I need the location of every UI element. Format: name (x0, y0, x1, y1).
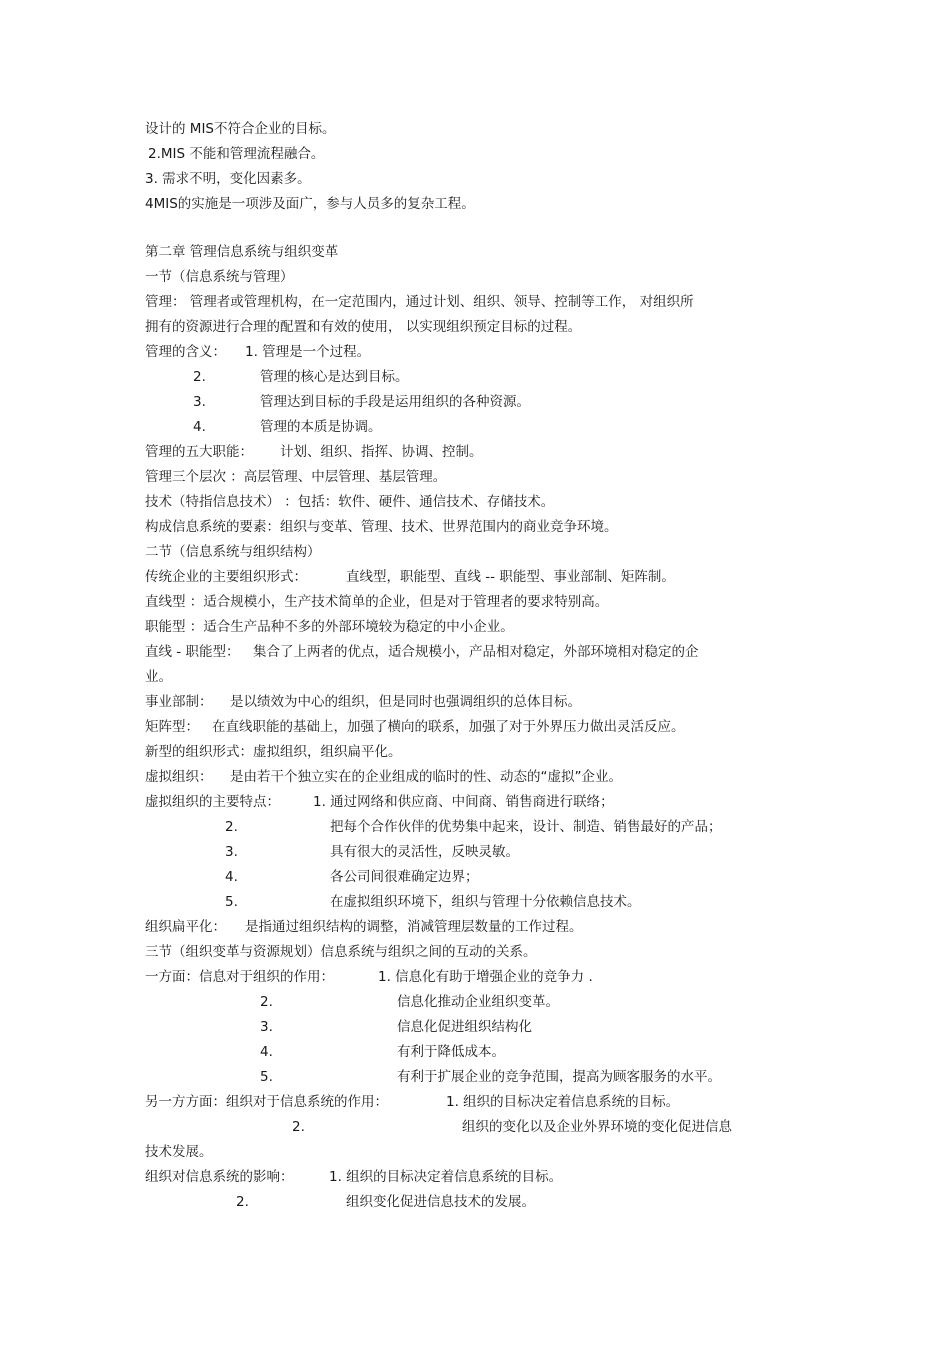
text-line-l15-part-0: 技术（特指信息技术） ：包括：软件、硬件、通信技术、存储技术。 (145, 494, 555, 510)
text-line-l19-part-0: 直线型 ：适合规模小，生产技术简单的企业，但是对于管理者的要求特别高。 (145, 594, 609, 610)
text-line-l11-part-0: 3. (193, 394, 206, 410)
text-line-l36-part-0: 3. (260, 1019, 273, 1035)
text-line-l16-part-0: 构成信息系统的要素：组织与变革、管理、技术、世界范围内的商业竞争环境。 (145, 519, 618, 535)
text-line-l03-part-0: 3. 需求不明，变化因素多。 (145, 171, 311, 187)
text-line-l42-part-1: 1. 组织的目标决定着信息系统的目标。 (329, 1169, 563, 1185)
text-line-l25-part-0: 新型的组织形式：虚拟组织，组织扁平化。 (145, 744, 402, 760)
text-line-l34-part-0: 一方面：信息对于组织的作用： (145, 969, 334, 985)
text-line-l42-part-0: 组织对信息系统的影响： (145, 1169, 294, 1185)
text-line-l24-part-0: 矩阵型： (145, 719, 199, 735)
text-line-l33-part-0: 三节（组织变革与资源规划）信息系统与组织之间的互动的关系。 (145, 944, 537, 960)
text-line-l10-part-0: 2. (193, 369, 206, 385)
text-line-l37-part-1: 有利于降低成本。 (397, 1044, 505, 1060)
text-line-l02-part-0: 2.MIS 不能和管理流程融合。 (148, 146, 325, 162)
text-line-l04-part-0: 4MIS的实施是一项涉及面广，参与人员多的复杂工程。 (145, 196, 475, 212)
text-line-l30-part-1: 各公司间很难确定边界； (330, 869, 479, 885)
text-line-l08-part-0: 拥有的资源进行合理的配置和有效的使用， 以实现组织预定目标的过程。 (145, 319, 582, 335)
text-line-l06-part-0: 一节（信息系统与管理） (145, 269, 294, 285)
text-line-l21-part-1: 集合了上两者的优点，适合规模小，产品相对稳定，外部环境相对稳定的企 (253, 644, 699, 660)
text-line-l40-part-0: 2. (292, 1119, 305, 1135)
text-line-l22-part-0: 业。 (145, 669, 172, 685)
text-line-l34-part-1: 1. 信息化有助于增强企业的竞争力 . (378, 969, 593, 985)
text-line-l37-part-0: 4. (260, 1044, 273, 1060)
text-line-l41-part-0: 技术发展。 (145, 1144, 213, 1160)
text-line-l18-part-0: 传统企业的主要组织形式： (145, 569, 307, 585)
text-line-l20-part-0: 职能型 ：适合生产品种不多的外部环境较为稳定的中小企业。 (145, 619, 514, 635)
text-line-l40-part-1: 组织的变化以及企业外界环境的变化促进信息 (462, 1119, 732, 1135)
text-line-l17-part-0: 二节（信息系统与组织结构） (145, 544, 321, 560)
text-line-l09-part-1: 1. 管理是一个过程。 (245, 344, 371, 360)
text-line-l28-part-0: 2. (225, 819, 238, 835)
text-line-l14-part-0: 管理三个层次 ：高层管理、中层管理、基层管理。 (145, 469, 447, 485)
text-line-l01-part-0: 设计的 MIS不符合企业的目标。 (145, 121, 336, 137)
text-line-l13-part-1: 计划、组织、指挥、协调、控制。 (280, 444, 483, 460)
text-line-l39-part-0: 另一方方面：组织对于信息系统的作用： (145, 1094, 388, 1110)
text-line-l36-part-1: 信息化促进组织结构化 (397, 1019, 532, 1035)
text-line-l13-part-0: 管理的五大职能： (145, 444, 253, 460)
text-line-l12-part-1: 管理的本质是协调。 (260, 419, 382, 435)
text-line-l27-part-0: 虚拟组织的主要特点： (145, 794, 280, 810)
text-line-l29-part-0: 3. (225, 844, 238, 860)
text-line-l32-part-1: 是指通过组织结构的调整，消减管理层数量的工作过程。 (245, 919, 583, 935)
text-line-l21-part-0: 直线 - 职能型： (145, 644, 240, 660)
text-line-l35-part-1: 信息化推动企业组织变革。 (397, 994, 559, 1010)
text-line-l27-part-1: 1. 通过网络和供应商、中间商、销售商进行联络； (313, 794, 614, 810)
text-line-l32-part-0: 组织扁平化： (145, 919, 226, 935)
text-line-l26-part-1: 是由若干个独立实在的企业组成的临时的性、动态的“虚拟”企业。 (230, 769, 622, 785)
text-line-l38-part-1: 有利于扩展企业的竞争范围，提高为顾客服务的水平。 (397, 1069, 721, 1085)
text-line-l11-part-1: 管理达到目标的手段是运用组织的各种资源。 (260, 394, 530, 410)
text-line-l23-part-1: 是以绩效为中心的组织，但是同时也强调组织的总体目标。 (230, 694, 581, 710)
text-line-l10-part-1: 管理的核心是达到目标。 (260, 369, 409, 385)
text-line-l28-part-1: 把每个合作伙伴的优势集中起来，设计、制造、销售最好的产品； (330, 819, 722, 835)
text-line-l26-part-0: 虚拟组织： (145, 769, 213, 785)
text-line-l39-part-1: 1. 组织的目标决定着信息系统的目标。 (446, 1094, 680, 1110)
text-line-l07-part-0: 管理： 管理者或管理机构，在一定范围内，通过计划、组织、领导、控制等工作， 对组织所 (145, 294, 694, 310)
text-line-l35-part-0: 2. (260, 994, 273, 1010)
text-line-l23-part-0: 事业部制： (145, 694, 213, 710)
text-line-l05-part-0: 第二章 管理信息系统与组织变革 (145, 244, 339, 260)
text-line-l31-part-1: 在虚拟组织环境下，组织与管理十分依赖信息技术。 (330, 894, 641, 910)
text-line-l29-part-1: 具有很大的灵活性，反映灵敏。 (330, 844, 519, 860)
text-line-l18-part-1: 直线型，职能型、直线 -- 职能型、事业部制、矩阵制。 (346, 569, 675, 585)
text-line-l43-part-0: 2. (236, 1194, 249, 1210)
text-line-l31-part-0: 5. (225, 894, 238, 910)
text-line-l24-part-1: 在直线职能的基础上，加强了横向的联系，加强了对于外界压力做出灵活反应。 (212, 719, 685, 735)
text-line-l09-part-0: 管理的含义： (145, 344, 226, 360)
text-line-l30-part-0: 4. (225, 869, 238, 885)
text-line-l12-part-0: 4. (193, 419, 206, 435)
text-line-l43-part-1: 组织变化促进信息技术的发展。 (346, 1194, 535, 1210)
text-line-l38-part-0: 5. (260, 1069, 273, 1085)
